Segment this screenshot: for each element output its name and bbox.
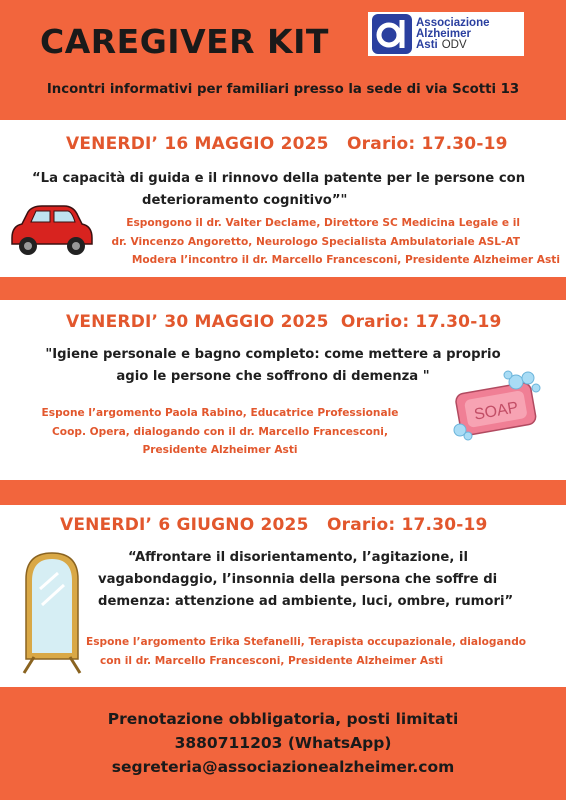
speaker-line: Modera l’incontro il dr. Marcello Francesconi, Presidente Alzheimer Asti <box>131 254 560 266</box>
quote-line: demenza: attenzione ad ambiente, luci, ombre, rumori” <box>98 594 514 609</box>
booking-notice: Prenotazione obbligatoria, posti limitati <box>107 710 459 728</box>
speaker-line: Coop. Opera, dialogando con il dr. Marcello Francesconi, <box>52 425 388 438</box>
speaker-line: Presidente Alzheimer Asti <box>142 444 298 456</box>
logo-line-3 <box>416 40 490 51</box>
quote-line: agio le persone che soffrono di demenza " <box>116 369 430 384</box>
logo-line-1: Associazione <box>416 16 490 29</box>
logo-mark-icon <box>372 14 412 54</box>
quote-line: "Igiene personale e bagno completo: come mettere a proprio <box>45 347 501 362</box>
logo-line-2: Alzheimer <box>416 27 471 40</box>
event-card-3 <box>0 505 566 687</box>
red-car-icon <box>6 202 96 260</box>
event-quote <box>98 547 558 613</box>
mirror-icon <box>18 549 86 675</box>
event-speakers <box>0 404 440 460</box>
quote-line: “Affrontare il disorientamento, l’agitazione, il <box>128 550 468 565</box>
event-date: VENERDI’ 30 MAGGIO 2025 Orario: 17.30-19 <box>66 312 502 332</box>
booking-info <box>0 707 566 779</box>
soap-label: SOAP <box>472 399 520 424</box>
event-card-2 <box>0 300 566 480</box>
event-quote <box>32 168 552 212</box>
quote-line: vagabondaggio, l’insonnia della persona che soffre di <box>98 572 498 587</box>
event-date: VENERDI’ 16 MAGGIO 2025 Orario: 17.30-19 <box>66 134 508 154</box>
speaker-line: Espongono il dr. Valter Declame, Direttore SC Medicina Legale e il <box>126 217 520 229</box>
subtitle: Incontri informativi per familiari presso la sede di via Scotti 13 <box>46 82 520 97</box>
speaker-line: dr. Vincenzo Angoretto, Neurologo Specialista Ambulatoriale ASL-AT <box>111 235 520 248</box>
speaker-line: Espone l’argomento Erika Stefanelli, Terapista occupazionale, dialogando <box>86 636 527 648</box>
association-logo <box>368 12 524 56</box>
event-date: VENERDI’ 6 GIUGNO 2025 Orario: 17.30-19 <box>60 515 488 535</box>
speaker-line: con il dr. Marcello Francesconi, Presidente Alzheimer Asti <box>100 654 444 667</box>
quote-line: “La capacità di guida e il rinnovo della patente per le persone con <box>32 171 526 186</box>
phone-number[interactable]: 3880711203 (WhatsApp) <box>174 734 392 752</box>
logo-odv: ODV <box>441 38 467 51</box>
quote-line: deterioramento cognitivo”" <box>142 193 348 208</box>
speaker-line: Espone l’argomento Paola Rabino, Educatrice Professionale <box>41 407 399 419</box>
event-speakers <box>100 214 560 270</box>
event-speakers <box>86 633 556 670</box>
logo-text <box>416 18 490 51</box>
logo-asti: Asti <box>416 38 438 51</box>
soap-icon <box>446 370 546 442</box>
email-address[interactable]: segreteria@associazionealzheimer.com <box>111 758 455 776</box>
page-title: CAREGIVER KIT <box>40 22 329 61</box>
event-card-1 <box>0 120 566 277</box>
